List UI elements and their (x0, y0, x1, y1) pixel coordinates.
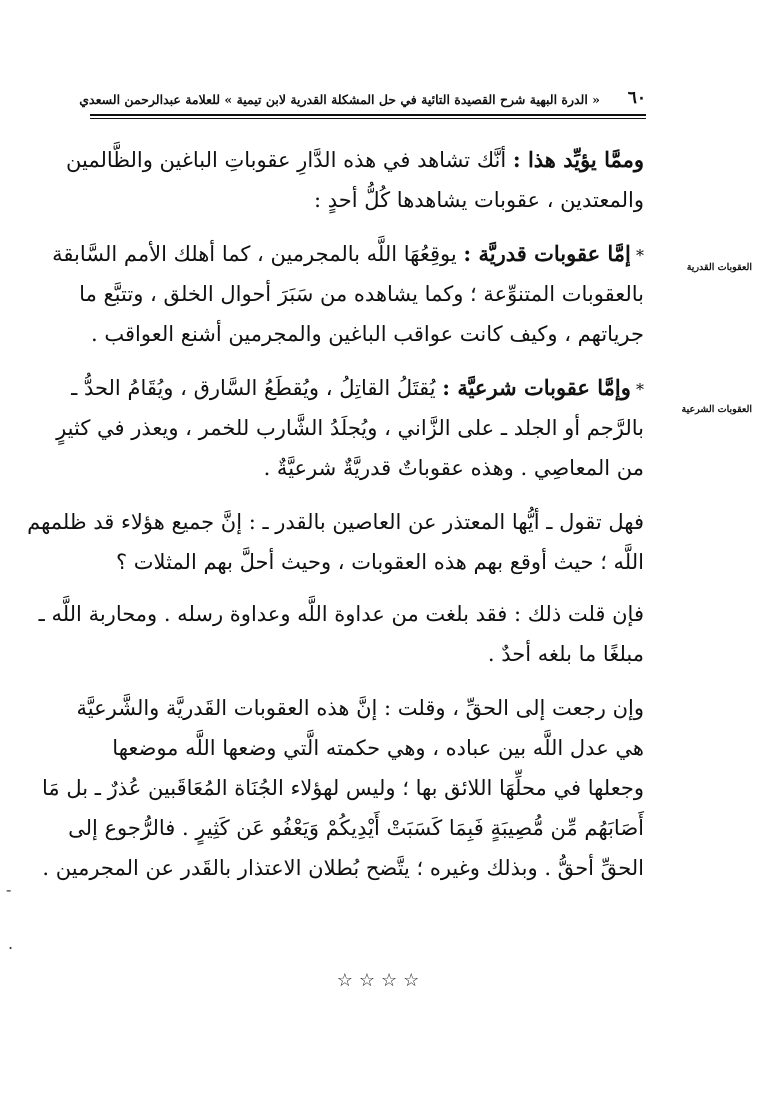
paragraph-lead: وممَّا يؤيِّد هذا : (512, 147, 644, 172)
paragraph-divider (92, 582, 644, 594)
text-line: الحقِّ أحقُّ . وبذلك وغيره ؛ يتَّضح بُطلان الاعتذار بالقَدر عن المجرمين . (42, 856, 644, 880)
text-line (52, 234, 644, 274)
edge-dot-mark: . (8, 934, 14, 953)
quran-verse-line: أَصَابَهُم مِّن مُّصِيبَةٍ فَبِمَا كَسَبَتْ أَيْدِيكُمْ وَيَعْفُو عَن كَثِيرٍ . فالرُّجوع إلى (68, 816, 644, 840)
text-line: جرياتهم ، وكيف كانت عواقب الباغين والمجرمين أشنع العواقب . (91, 322, 644, 346)
text-line: فإن قلت ذلك : فقد بلغت من عداوة اللَّه وعداوة رسله . ومحاربة اللَّه ـ (38, 602, 644, 626)
header-rule-thick (90, 114, 646, 116)
text-line: هي عدل اللَّه بين عباده ، وهي حكمته الَّتي وضعها اللَّه موضعها (112, 736, 644, 760)
margin-note-qadari: العقوبات القدرية (686, 262, 752, 273)
text-line (71, 368, 644, 408)
paragraph-1 (66, 140, 644, 220)
paragraph-lead: إمَّا عقوبات قدريَّة : (463, 241, 631, 266)
main-text (27, 140, 644, 888)
margin-note-shari: العقوبات الشرعية (681, 404, 752, 415)
paragraph-divider (92, 220, 644, 234)
text-line: اللَّه ؛ حيث أوقع بهم هذه العقوبات ، وحيث أحلَّ بهم المثلات ؟ (115, 550, 644, 574)
line-text: يُقتَلُ القاتِلُ ، ويُقطَعُ السَّارق ، ويُقَامُ الحدُّ ـ (71, 376, 443, 400)
text-line: وجعلها في محلِّهَا اللائق بها ؛ وليس لهؤلاء الجُنَاة المُعَاقَبين عُذرٌ ـ بل مَا (42, 776, 644, 800)
line-text: أنَّك تشاهد في هذه الدَّارِ عقوباتِ الباغين والظَّالمين (66, 148, 513, 172)
line-text: يوقِعُهَا اللَّه بالمجرمين ، كما أهلك الأمم السَّابقة (52, 242, 464, 266)
text-line: وإن رجعت إلى الحقِّ ، وقلت : إنَّ هذه العقوبات القَدريَّة والشَّرعيَّة (76, 696, 644, 720)
text-line (66, 140, 644, 180)
paragraph-2 (52, 234, 644, 354)
paragraph-divider (92, 674, 644, 688)
header-rule-thin (90, 118, 646, 119)
page-header (79, 86, 646, 114)
paragraph-6 (42, 688, 644, 888)
text-line: فهل تقول ـ أيُّها المعتذر عن العاصين بالقدر ـ : إنَّ جميع هؤلاء قد ظلمهم (27, 510, 644, 534)
paragraph-divider (92, 354, 644, 368)
text-line: مبلغًا ما بلغه أحدٌ . (487, 642, 644, 666)
text-line: من المعاصِي . وهذه عقوباتٌ قدريَّةٌ شرعيَّةٌ . (263, 456, 644, 480)
text-line: بالرَّجم أو الجلد ـ على الزَّاني ، ويُجلَدُ الشَّارب للخمر ، ويعذر في كثيرٍ (56, 416, 644, 440)
paragraph-lead: وإمَّا عقوبات شرعيَّة : (442, 375, 631, 400)
paragraph-5 (38, 594, 644, 674)
paragraph-3 (56, 368, 644, 488)
asterisk-marker: * (630, 246, 644, 265)
text-line: بالعقوبات المتنوِّعة ؛ وكما يشاهده من سَبَرَ أحوال الخلق ، وتتبَّع ما (79, 282, 644, 306)
paragraph-divider (92, 488, 644, 502)
section-end-ornament: ☆☆☆☆ (336, 970, 426, 991)
paragraph-4 (27, 502, 644, 582)
edge-dash-mark: - (6, 880, 12, 899)
asterisk-marker: * (630, 380, 644, 399)
page-number: ٦٠ (627, 88, 646, 108)
text-line: والمعتدين ، عقوبات يشاهدها كُلُّ أحدٍ : (313, 188, 644, 212)
running-title: « الدرة البهية شرح القصيدة التائية في حل المشكلة القدرية لابن تيمية » للعلامة عبدالرحمن السعدي (79, 92, 600, 107)
